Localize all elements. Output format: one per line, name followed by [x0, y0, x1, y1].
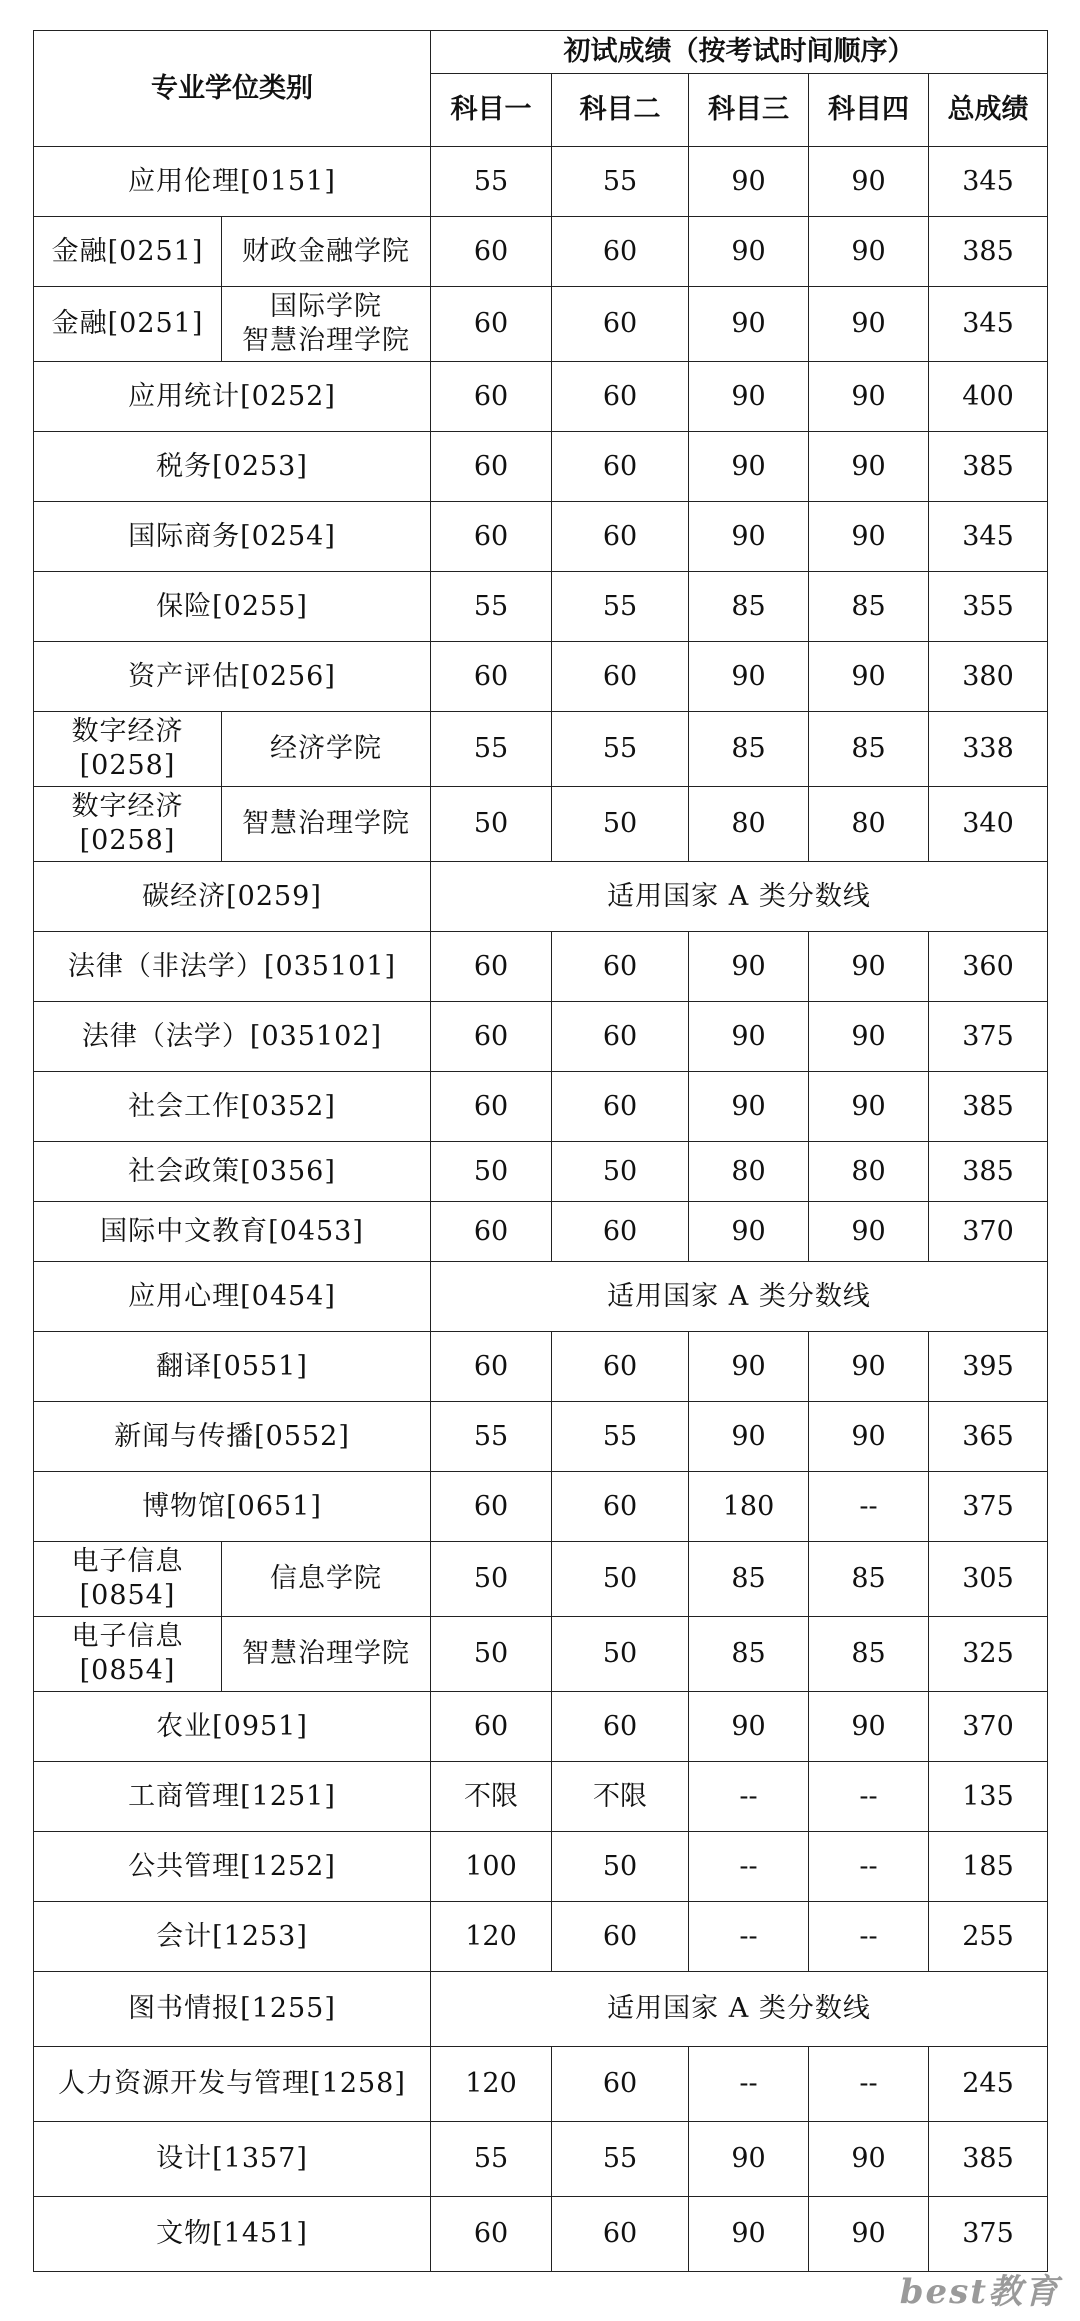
- subject-1-cell: 60: [431, 932, 552, 1002]
- subject-4-cell: 90: [809, 287, 929, 362]
- subject-2-cell: 60: [552, 217, 689, 287]
- subject-2-cell: 55: [552, 572, 689, 642]
- subject-1-cell: 60: [431, 2197, 552, 2272]
- note-cell: 适用国家 A 类分数线: [431, 862, 1048, 932]
- subject-1-cell: 60: [431, 1692, 552, 1762]
- school-cell: 财政金融学院: [222, 217, 431, 287]
- category-cell: 金融[0251]: [34, 287, 222, 362]
- subject-4-cell: 85: [809, 712, 929, 787]
- score-table: [33, 30, 1048, 2272]
- subject-1-cell: 60: [431, 1002, 552, 1072]
- school-cell: 智慧治理学院: [222, 787, 431, 862]
- total-cell: 400: [929, 362, 1048, 432]
- subject-4-cell: 90: [809, 362, 929, 432]
- subject-3-cell: 85: [689, 1617, 809, 1692]
- subject-1-cell: 60: [431, 432, 552, 502]
- group-header: 初试成绩（按考试时间顺序）: [431, 31, 1048, 74]
- subject-1-cell: 50: [431, 787, 552, 862]
- subject-3-cell: 90: [689, 1692, 809, 1762]
- subject-3-header: 科目三: [689, 74, 809, 147]
- subject-4-cell: --: [809, 1902, 929, 1972]
- subject-1-cell: 55: [431, 572, 552, 642]
- subject-4-cell: 90: [809, 147, 929, 217]
- subject-1-cell: 120: [431, 2047, 552, 2122]
- table-row: [34, 1762, 1048, 1832]
- subject-2-cell: 60: [552, 1202, 689, 1262]
- category-cell: 保险[0255]: [34, 572, 431, 642]
- total-cell: 375: [929, 1002, 1048, 1072]
- table-row: [34, 642, 1048, 712]
- subject-3-cell: 80: [689, 1142, 809, 1202]
- subject-4-cell: 90: [809, 1202, 929, 1262]
- school-cell: 经济学院: [222, 712, 431, 787]
- subject-3-cell: --: [689, 1902, 809, 1972]
- category-cell: 国际中文教育[0453]: [34, 1202, 431, 1262]
- subject-2-cell: 60: [552, 2197, 689, 2272]
- subject-1-cell: 55: [431, 147, 552, 217]
- total-cell: 385: [929, 1072, 1048, 1142]
- subject-4-cell: 85: [809, 1542, 929, 1617]
- subject-3-cell: 85: [689, 572, 809, 642]
- table-row: [34, 217, 1048, 287]
- subject-2-cell: 60: [552, 2047, 689, 2122]
- subject-4-cell: 90: [809, 432, 929, 502]
- subject-2-cell: 50: [552, 787, 689, 862]
- subject-1-cell: 60: [431, 1332, 552, 1402]
- category-cell: 博物馆[0651]: [34, 1472, 431, 1542]
- subject-1-cell: 60: [431, 217, 552, 287]
- total-cell: 385: [929, 1142, 1048, 1202]
- category-cell: 设计[1357]: [34, 2122, 431, 2197]
- total-cell: 365: [929, 1402, 1048, 1472]
- subject-3-cell: 90: [689, 502, 809, 572]
- category-cell: 电子信息 [0854]: [34, 1617, 222, 1692]
- table-row: [34, 1002, 1048, 1072]
- category-cell: 国际商务[0254]: [34, 502, 431, 572]
- subject-3-cell: 90: [689, 1332, 809, 1402]
- subject-2-cell: 不限: [552, 1762, 689, 1832]
- table-row: [34, 1902, 1048, 1972]
- subject-4-cell: 90: [809, 642, 929, 712]
- table-row: [34, 1832, 1048, 1902]
- subject-3-cell: --: [689, 1832, 809, 1902]
- subject-2-cell: 50: [552, 1142, 689, 1202]
- subject-4-cell: 80: [809, 1142, 929, 1202]
- subject-4-cell: 80: [809, 787, 929, 862]
- total-cell: 305: [929, 1542, 1048, 1617]
- table-row: [34, 1472, 1048, 1542]
- subject-1-cell: 55: [431, 712, 552, 787]
- subject-4-cell: 90: [809, 2197, 929, 2272]
- table-row: [34, 1202, 1048, 1262]
- total-cell: 385: [929, 217, 1048, 287]
- subject-4-cell: --: [809, 1832, 929, 1902]
- table-row: [34, 712, 1048, 787]
- subject-3-cell: --: [689, 1762, 809, 1832]
- table-row: [34, 1617, 1048, 1692]
- subject-2-cell: 50: [552, 1832, 689, 1902]
- total-cell: 385: [929, 2122, 1048, 2197]
- category-cell: 翻译[0551]: [34, 1332, 431, 1402]
- table-row: [34, 502, 1048, 572]
- subject-4-cell: --: [809, 1472, 929, 1542]
- total-cell: 385: [929, 432, 1048, 502]
- subject-1-cell: 50: [431, 1142, 552, 1202]
- total-cell: 360: [929, 932, 1048, 1002]
- category-cell: 公共管理[1252]: [34, 1832, 431, 1902]
- subject-4-cell: 85: [809, 572, 929, 642]
- table-row: [34, 1972, 1048, 2047]
- subject-3-cell: 180: [689, 1472, 809, 1542]
- total-cell: 395: [929, 1332, 1048, 1402]
- subject-1-cell: 100: [431, 1832, 552, 1902]
- note-cell: 适用国家 A 类分数线: [431, 1262, 1048, 1332]
- category-cell: 法律（非法学）[035101]: [34, 932, 431, 1002]
- subject-4-cell: --: [809, 2047, 929, 2122]
- category-cell: 人力资源开发与管理[1258]: [34, 2047, 431, 2122]
- table-row: [34, 287, 1048, 362]
- subject-2-cell: 55: [552, 1402, 689, 1472]
- school-cell: 信息学院: [222, 1542, 431, 1617]
- subject-3-cell: --: [689, 2047, 809, 2122]
- table-body: [34, 147, 1048, 2272]
- table-row: [34, 787, 1048, 862]
- subject-4-cell: 90: [809, 1002, 929, 1072]
- subject-2-cell: 55: [552, 712, 689, 787]
- table-row: [34, 362, 1048, 432]
- category-cell: 社会政策[0356]: [34, 1142, 431, 1202]
- subject-2-cell: 60: [552, 932, 689, 1002]
- table-row: [34, 932, 1048, 1002]
- school-cell: 国际学院 智慧治理学院: [222, 287, 431, 362]
- table-row: [34, 432, 1048, 502]
- subject-2-cell: 55: [552, 147, 689, 217]
- table-row: [34, 2122, 1048, 2197]
- total-cell: 375: [929, 1472, 1048, 1542]
- subject-2-cell: 60: [552, 1902, 689, 1972]
- subject-4-cell: 90: [809, 2122, 929, 2197]
- subject-1-cell: 120: [431, 1902, 552, 1972]
- note-cell: 适用国家 A 类分数线: [431, 1972, 1048, 2047]
- subject-4-cell: 90: [809, 217, 929, 287]
- table-row: [34, 147, 1048, 217]
- subject-4-cell: 90: [809, 1402, 929, 1472]
- subject-1-cell: 不限: [431, 1762, 552, 1832]
- category-cell: 应用统计[0252]: [34, 362, 431, 432]
- category-cell: 应用伦理[0151]: [34, 147, 431, 217]
- category-cell: 文物[1451]: [34, 2197, 431, 2272]
- total-cell: 345: [929, 147, 1048, 217]
- subject-1-cell: 50: [431, 1617, 552, 1692]
- table-row: [34, 1692, 1048, 1762]
- subject-1-cell: 60: [431, 287, 552, 362]
- table-row: [34, 1542, 1048, 1617]
- total-cell: 255: [929, 1902, 1048, 1972]
- category-cell: 会计[1253]: [34, 1902, 431, 1972]
- subject-2-cell: 60: [552, 1332, 689, 1402]
- subject-2-cell: 60: [552, 1072, 689, 1142]
- subject-3-cell: 90: [689, 1002, 809, 1072]
- total-cell: 340: [929, 787, 1048, 862]
- total-cell: 370: [929, 1202, 1048, 1262]
- subject-3-cell: 90: [689, 2122, 809, 2197]
- subject-3-cell: 80: [689, 787, 809, 862]
- table-row: [34, 2047, 1048, 2122]
- category-cell: 农业[0951]: [34, 1692, 431, 1762]
- subject-1-cell: 55: [431, 1402, 552, 1472]
- subject-3-cell: 90: [689, 2197, 809, 2272]
- subject-3-cell: 90: [689, 287, 809, 362]
- category-header: 专业学位类别: [34, 31, 431, 147]
- total-cell: 355: [929, 572, 1048, 642]
- subject-3-cell: 90: [689, 642, 809, 712]
- category-cell: 新闻与传播[0552]: [34, 1402, 431, 1472]
- total-cell: 375: [929, 2197, 1048, 2272]
- total-cell: 245: [929, 2047, 1048, 2122]
- table-row: [34, 572, 1048, 642]
- subject-1-cell: 60: [431, 1072, 552, 1142]
- subject-3-cell: 90: [689, 432, 809, 502]
- category-cell: 应用心理[0454]: [34, 1262, 431, 1332]
- subject-4-cell: 85: [809, 1617, 929, 1692]
- total-cell: 135: [929, 1762, 1048, 1832]
- subject-2-cell: 60: [552, 362, 689, 432]
- subject-4-cell: 90: [809, 1692, 929, 1762]
- category-cell: 金融[0251]: [34, 217, 222, 287]
- subject-4-cell: 90: [809, 1072, 929, 1142]
- subject-2-cell: 50: [552, 1542, 689, 1617]
- category-cell: 资产评估[0256]: [34, 642, 431, 712]
- subject-2-cell: 50: [552, 1617, 689, 1692]
- category-cell: 社会工作[0352]: [34, 1072, 431, 1142]
- subject-2-cell: 55: [552, 2122, 689, 2197]
- subject-3-cell: 90: [689, 1202, 809, 1262]
- subject-2-cell: 60: [552, 432, 689, 502]
- category-cell: 数字经济 [0258]: [34, 712, 222, 787]
- subject-3-cell: 90: [689, 1402, 809, 1472]
- subject-1-cell: 60: [431, 642, 552, 712]
- subject-2-cell: 60: [552, 1692, 689, 1762]
- subject-2-cell: 60: [552, 1002, 689, 1072]
- subject-3-cell: 85: [689, 712, 809, 787]
- category-cell: 数字经济 [0258]: [34, 787, 222, 862]
- subject-4-cell: 90: [809, 502, 929, 572]
- table-row: [34, 862, 1048, 932]
- total-cell: 380: [929, 642, 1048, 712]
- category-cell: 法律（法学）[035102]: [34, 1002, 431, 1072]
- subject-1-cell: 60: [431, 362, 552, 432]
- subject-4-header: 科目四: [809, 74, 929, 147]
- subject-1-cell: 50: [431, 1542, 552, 1617]
- table-row: [34, 2197, 1048, 2272]
- subject-3-cell: 90: [689, 1072, 809, 1142]
- subject-1-cell: 60: [431, 1472, 552, 1542]
- subject-3-cell: 90: [689, 147, 809, 217]
- category-cell: 电子信息 [0854]: [34, 1542, 222, 1617]
- subject-2-cell: 60: [552, 502, 689, 572]
- total-cell: 345: [929, 502, 1048, 572]
- category-cell: 碳经济[0259]: [34, 862, 431, 932]
- subject-2-header: 科目二: [552, 74, 689, 147]
- table-row: [34, 1142, 1048, 1202]
- subject-3-cell: 85: [689, 1542, 809, 1617]
- table-row: [34, 1072, 1048, 1142]
- watermark: best教育: [899, 2272, 1060, 2312]
- subject-4-cell: 90: [809, 1332, 929, 1402]
- subject-3-cell: 90: [689, 932, 809, 1002]
- subject-1-cell: 60: [431, 502, 552, 572]
- total-cell: 370: [929, 1692, 1048, 1762]
- subject-1-header: 科目一: [431, 74, 552, 147]
- total-cell: 185: [929, 1832, 1048, 1902]
- total-cell: 338: [929, 712, 1048, 787]
- total-cell: 325: [929, 1617, 1048, 1692]
- subject-4-cell: 90: [809, 932, 929, 1002]
- subject-2-cell: 60: [552, 642, 689, 712]
- table-row: [34, 1332, 1048, 1402]
- total-header: 总成绩: [929, 74, 1048, 147]
- subject-2-cell: 60: [552, 287, 689, 362]
- subject-2-cell: 60: [552, 1472, 689, 1542]
- category-cell: 工商管理[1251]: [34, 1762, 431, 1832]
- category-cell: 税务[0253]: [34, 432, 431, 502]
- subject-1-cell: 60: [431, 1202, 552, 1262]
- header-row-1: [34, 31, 1048, 74]
- category-cell: 图书情报[1255]: [34, 1972, 431, 2047]
- subject-3-cell: 90: [689, 217, 809, 287]
- subject-3-cell: 90: [689, 362, 809, 432]
- school-cell: 智慧治理学院: [222, 1617, 431, 1692]
- subject-4-cell: --: [809, 1762, 929, 1832]
- table-row: [34, 1262, 1048, 1332]
- total-cell: 345: [929, 287, 1048, 362]
- subject-1-cell: 55: [431, 2122, 552, 2197]
- table-row: [34, 1402, 1048, 1472]
